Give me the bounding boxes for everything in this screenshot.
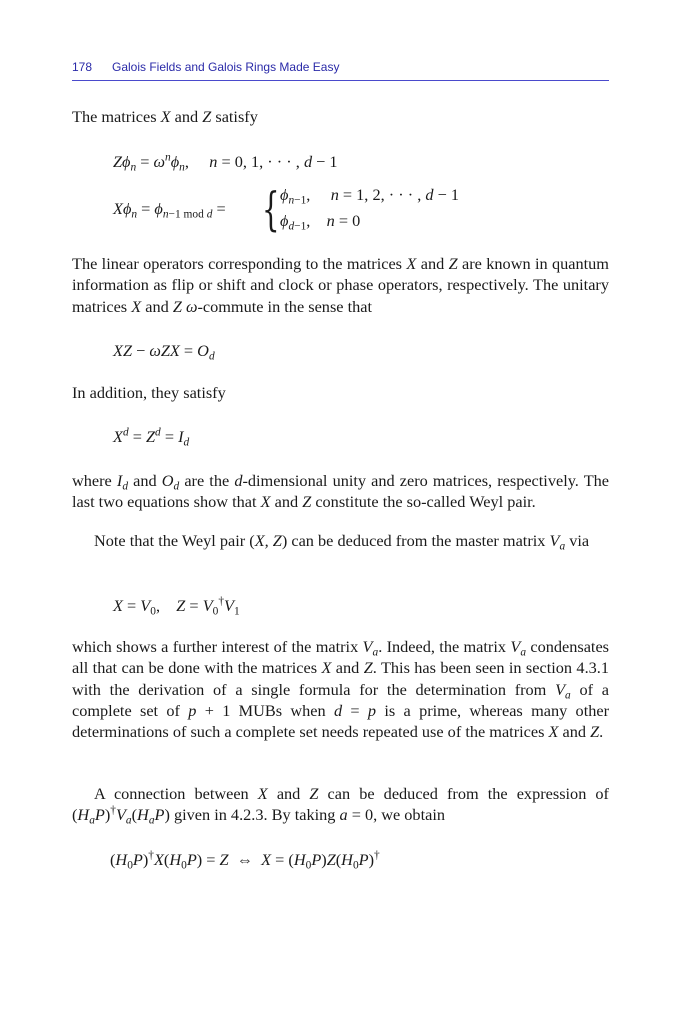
equation-conjugation: $(H_0P)^\dagger X(H_0P) = Z$ ⇔ $X = (H_0P)Z(H_0P)^\dagger$ [110, 849, 380, 872]
paragraph-4: where $I_d$ and $O_d$ are the d-dimensional unity and zero matrices, respectively. The last two equations show that X and Z constitute the so-called Weyl pair. [72, 471, 610, 512]
paragraph-5: Note that the Weyl pair (X, Z) can be deduced from the master matrix $V_a$ via [94, 531, 590, 553]
page-number: 178 [72, 60, 93, 74]
equation-commute: XZ − $\omega ZX = O_d$ [113, 341, 215, 363]
equation-power: $X^d = Z^d = I_d$ [113, 426, 190, 449]
paragraph-1: The matrices X and Z satisfy [72, 107, 258, 126]
equation-x-phi-lhs: $X\phi_n = \phi_{n-1 mod d}$ = [113, 199, 226, 221]
equation-x-phi-case1: $\phi_{n-1}$, n = 1, 2, · · · , d − 1 [280, 185, 459, 207]
equation-x-phi-case2: $\phi_{d-1}$, n = 0 [280, 211, 361, 233]
equation-weyl-from-v: $X = V_0$, $Z = V_0^\dagger V_1$ [113, 595, 240, 618]
equation-z-phi: $Z\phi_n = \omega^n\phi_n$, n = 0, 1, · · · , d − 1 [113, 151, 338, 174]
running-title: Galois Fields and Galois Rings Made Easy [112, 60, 340, 74]
paragraph-3: In addition, they satisfy [72, 383, 226, 402]
paragraph-2: The linear operators corresponding to the matrices X and Z are known in quantum information as flip or shift and clock or phase operators, respectively. The unitary matrices X and Z ω-commute in the sense that [72, 254, 609, 316]
paragraph-7: A connection between X and Z can be deduced from the expression of $(H_aP)^\dagger V_a(H_aP)$ given in 4.2.3. By taking a = 0, we obtain [72, 784, 609, 827]
left-brace: { [262, 182, 280, 236]
paragraph-6: which shows a further interest of the matrix $V_a$. Indeed, the matrix $V_a$ condensates all that can be done with the matrices X and Z. This has been seen in section 4.3.1 with the derivation of a single formula for the determination from $V_a$ of a complete set of p + 1 MUBs when d = p is a prime, whereas many other determinations of such a complete set needs repeated use of the matrices X and Z. [72, 637, 610, 742]
running-header [72, 58, 609, 81]
